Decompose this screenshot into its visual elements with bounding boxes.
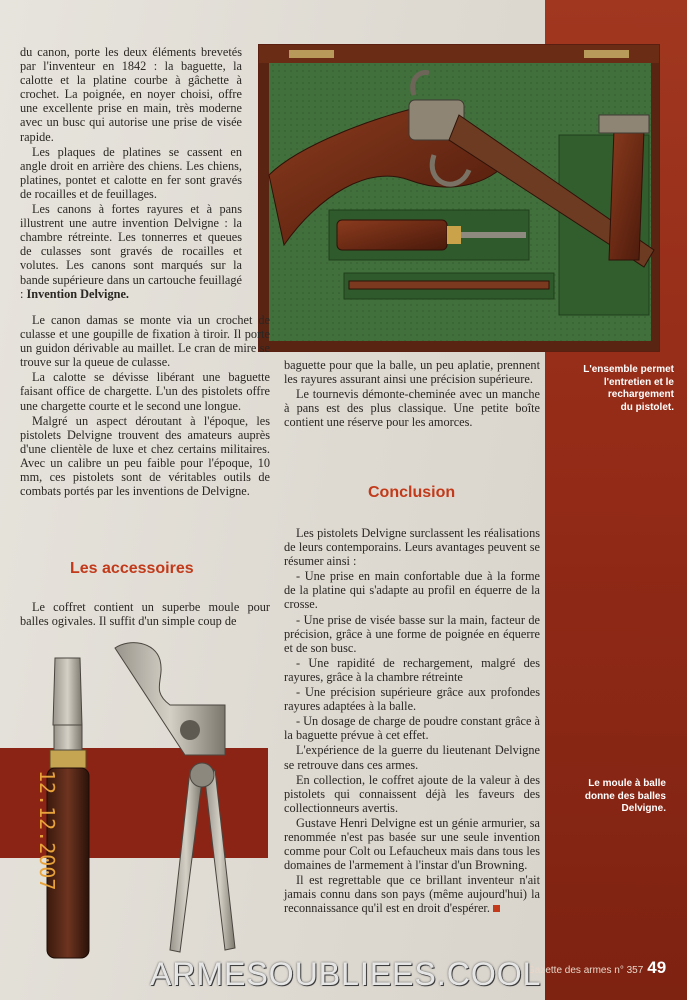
- invention-mark: Invention Delvigne.: [26, 286, 129, 301]
- date-stamp: [10, 770, 60, 960]
- caption-line: l'entretien et le: [603, 376, 674, 388]
- page-footer: [527, 958, 666, 978]
- caption-line: donne des balles: [584, 790, 666, 802]
- pistol-case-photo: [258, 44, 660, 352]
- paragraph: Le coffret contient un superbe moule pour balles ogivales. Il suffit d'un simple coup de: [20, 600, 270, 629]
- paragraph: La calotte se dévisse libérant une baguette faisant office de chargette. L'un des pistolets offre une chargette courte et le second une longue.: [20, 370, 270, 413]
- conclusion-block: [284, 526, 540, 917]
- paragraph-text: Les canons à fortes rayures et à pans illustrent une autre invention Delvigne : la chambre rétreinte. Les tonnerres et queues de culasses sont gravés de rocailles et volutes. Les canons sont marqués sur la bande supérieure dans un cartouche feuillagé :: [20, 202, 242, 301]
- paragraph: Le tournevis démonte-cheminée avec un manche à pans est des plus classique. Une petite boîte contient une réserve pour les amorces.: [284, 387, 540, 430]
- paragraph: L'expérience de la guerre du lieutenant Delvigne se retrouve dans ces armes.: [284, 743, 540, 772]
- caption-line: du pistolet.: [620, 401, 674, 413]
- caption-line: Delvigne.: [621, 803, 666, 814]
- paragraph: En collection, le coffret ajoute de la valeur à des pistolets qui connaissent déjà les faveurs des collectionneurs avertis.: [284, 772, 540, 815]
- paragraph: - Une rapidité de rechargement, malgré des rayures, grâce à la chambre rétreinte: [284, 655, 540, 684]
- magazine-name: Gazette des armes n° 357: [527, 965, 644, 976]
- paragraph: Les pistolets Delvigne surclassent les réalisations de leurs contemporains. Leurs avantages peuvent se résumer ainsi :: [284, 526, 540, 569]
- left-column-middle: [20, 313, 270, 499]
- paragraph: - Une prise de visée basse sur la main, facteur de précision, grâce à une forme de poignée en équerre et de son busc.: [284, 612, 540, 655]
- paragraph: - Une prise en main confortable due à la forme de la platine qui s'adapte au profil en équerre de la crosse.: [284, 569, 540, 612]
- pistol-case-illustration: [259, 45, 659, 351]
- right-column: [284, 358, 540, 430]
- heading-conclusion: Conclusion: [368, 484, 456, 501]
- date-stamp-text: 12.12.2007: [35, 770, 59, 891]
- caption-moule: [556, 778, 666, 816]
- paragraph: [284, 873, 540, 915]
- heading-accessoires: Les accessoires: [70, 560, 194, 577]
- caption-line: L'ensemble permet: [583, 364, 674, 375]
- paragraph: Le canon damas se monte via un crochet de culasse et une goupille de fixation à tiroir. Il porte un guidon dérivable au maillet. Le cran de mire se trouve sur la queue de culasse.: [20, 313, 270, 370]
- page-number: 49: [647, 958, 667, 977]
- paragraph: [20, 202, 242, 301]
- watermark: ARMESOUBLIEES.COOL: [150, 956, 542, 992]
- caption-line: Le moule à balle: [588, 778, 666, 789]
- caption-ensemble: [556, 364, 674, 414]
- accessoires-text-block: [20, 600, 270, 629]
- caption-line: rechargement: [607, 389, 674, 400]
- paragraph: Les plaques de platines se cassent en angle droit en arrière des chiens. Les chiens, platines, pontet et calotte en fer sont gravés de rocailles et de feuillages.: [20, 144, 242, 201]
- paragraph: Gustave Henri Delvigne est un génie armurier, sa renommée n'est pas basée sur une seule invention comme pour Colt ou Lefaucheux mais dans tous les domaines de l'armement à l'instar d'un Browning.: [284, 815, 540, 873]
- paragraph-text: Il est regrettable que ce brillant inventeur n'ait jamais connu dans son pays (même aujourd'hui) la reconnaissance qu'il est en droit d'espérer.: [284, 873, 540, 916]
- left-column-top: [20, 45, 242, 302]
- paragraph: Malgré un aspect déroutant à l'époque, les pistolets Delvigne trouvent des amateurs auprès d'une clientèle de luxe et chez certains militaires. Avec un calibre un peu faible pour l'époque, 10 mm, ces pistolets sont de véritables outils de combats portés par les inventions de Delvigne.: [20, 413, 270, 499]
- paragraph: - Un dosage de charge de poudre constant grâce à la baguette prévue à cet effet.: [284, 714, 540, 743]
- paragraph: - Une précision supérieure grâce aux profondes rayures adaptées à la balle.: [284, 685, 540, 714]
- end-mark-icon: [493, 905, 500, 912]
- paragraph: baguette pour que la balle, un peu aplatie, prennent les rayures assurant ainsi une précision supérieure.: [284, 358, 540, 387]
- paragraph: du canon, porte les deux éléments brevetés par l'inventeur en 1842 : la baguette, la calotte et la platine courbe à gâchette à crochet. La poignée, en noyer choisi, offre une excellente prise en main, très moderne avec un busc qui autorise une prise de visée rapide.: [20, 45, 242, 144]
